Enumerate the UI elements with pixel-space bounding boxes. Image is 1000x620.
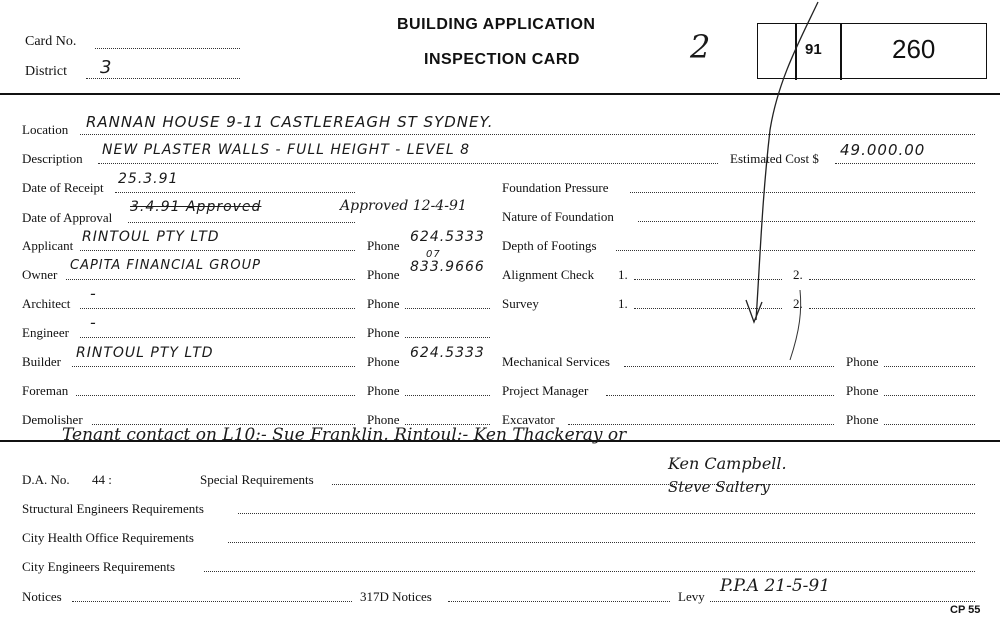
description-value: NEW PLASTER WALLS - FULL HEIGHT - LEVEL 8: [102, 142, 471, 158]
owner-label: Owner: [22, 267, 58, 282]
contact-note-3: Steve Saltery: [668, 478, 770, 496]
owner-phone-label: Phone: [367, 267, 400, 282]
da-no-label: D.A. No.: [22, 472, 70, 487]
location-value: RANNAN HOUSE 9-11 CASTLEREAGH ST SYDNEY.: [86, 113, 494, 131]
reference-box-large: 260: [892, 34, 936, 64]
alignment-check-1-label: 1.: [618, 267, 628, 282]
demolisher-phone-label: Phone: [367, 412, 400, 427]
owner-phone-value: 833.9666: [410, 259, 485, 275]
owner-value: CAPITA FINANCIAL GROUP: [70, 258, 261, 273]
estimated-cost-value: 49.000.00: [840, 141, 926, 159]
notices-label: Notices: [22, 589, 62, 604]
district-value: 3: [100, 57, 113, 78]
applicant-value: RINTOUL PTY LTD: [82, 229, 220, 245]
engineer-value: -: [90, 313, 97, 332]
handwritten-card-number: 2: [690, 28, 711, 66]
mechanical-phone-label: Phone: [846, 354, 879, 369]
survey-label: Survey: [502, 296, 539, 311]
structural-requirements-label: Structural Engineers Requirements: [22, 501, 204, 516]
date-approval-struck: 3.4.91 Approved: [130, 199, 262, 215]
special-requirements-line: [332, 484, 975, 485]
builder-label: Builder: [22, 354, 61, 369]
estimated-cost-label: Estimated Cost $: [730, 151, 819, 166]
project-manager-label: Project Manager: [502, 383, 589, 398]
date-receipt-value: 25.3.91: [118, 171, 179, 187]
notices-317d-line: [448, 601, 670, 602]
foreman-phone-label: Phone: [367, 383, 400, 398]
levy-label: Levy: [678, 589, 705, 604]
builder-phone-label: Phone: [367, 354, 400, 369]
special-requirements-label: Special Requirements: [200, 472, 314, 487]
project-manager-phone-label: Phone: [846, 383, 879, 398]
notices-317d-label: 317D Notices: [360, 589, 432, 604]
structural-requirements-line: [238, 513, 975, 514]
survey-1-label: 1.: [618, 296, 628, 311]
architect-phone-label: Phone: [367, 296, 400, 311]
health-requirements-label: City Health Office Requirements: [22, 530, 194, 545]
date-approval-value: Approved 12-4-91: [340, 198, 467, 214]
notices-line: [72, 601, 352, 602]
foundation-pressure-label: Foundation Pressure: [502, 180, 609, 195]
district-label: District: [25, 64, 67, 79]
form-title-line1: BUILDING APPLICATION: [397, 16, 596, 33]
location-label: Location: [22, 122, 69, 137]
alignment-check-2-label: 2.: [793, 267, 803, 282]
excavator-label: Excavator: [502, 412, 555, 427]
da-no-value: 44 :: [92, 472, 112, 487]
contact-note-2: Ken Campbell.: [668, 454, 787, 473]
applicant-phone-label: Phone: [367, 238, 400, 253]
applicant-label: Applicant: [22, 238, 74, 253]
health-requirements-line: [228, 542, 975, 543]
engineer-phone-label: Phone: [367, 325, 400, 340]
form-title-line2: INSPECTION CARD: [424, 51, 580, 68]
description-label: Description: [22, 151, 83, 166]
foreman-label: Foreman: [22, 383, 69, 398]
excavator-phone-label: Phone: [846, 412, 879, 427]
levy-line: [710, 601, 975, 602]
architect-value: -: [90, 284, 97, 303]
nature-foundation-label: Nature of Foundation: [502, 209, 614, 224]
tenant-contact-note: Tenant contact on L10:- Sue Franklin. Rintoul:- Ken Thackeray or: [62, 425, 627, 445]
architect-label: Architect: [22, 296, 71, 311]
demolisher-label: Demolisher: [22, 412, 83, 427]
owner-phone-note: 07: [426, 249, 441, 260]
date-receipt-label: Date of Receipt: [22, 180, 104, 195]
applicant-phone-value: 624.5333: [410, 229, 485, 245]
card-no-label: Card No.: [25, 34, 77, 49]
date-approval-label: Date of Approval: [22, 210, 113, 225]
builder-phone-value: 624.5333: [410, 345, 485, 361]
reference-box-small: 91: [805, 41, 822, 58]
engineers-requirements-label: City Engineers Requirements: [22, 559, 176, 574]
levy-value: P.P.A 21-5-91: [720, 576, 831, 596]
engineers-requirements-line: [204, 571, 975, 572]
form-code: CP 55: [950, 604, 981, 616]
depth-footings-label: Depth of Footings: [502, 238, 597, 253]
survey-2-label: 2.: [793, 296, 803, 311]
mechanical-label: Mechanical Services: [502, 354, 610, 369]
builder-value: RINTOUL PTY LTD: [76, 345, 214, 361]
alignment-check-label: Alignment Check: [502, 267, 595, 282]
engineer-label: Engineer: [22, 325, 69, 340]
